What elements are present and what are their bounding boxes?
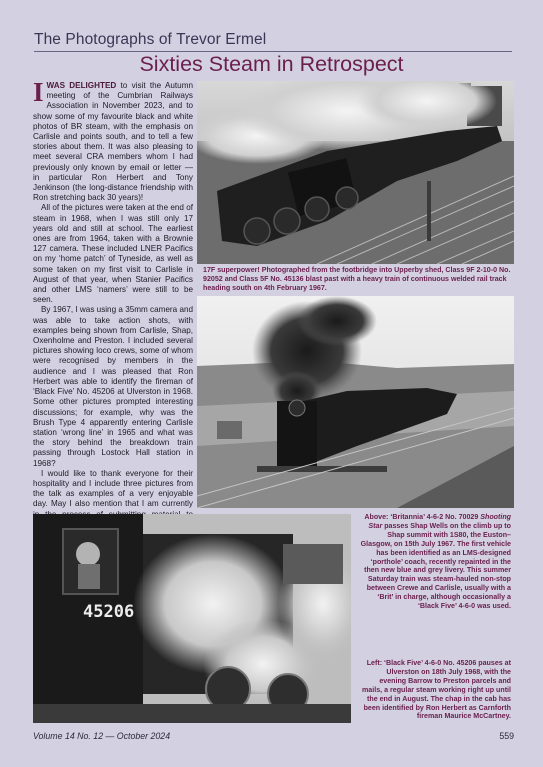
paragraph-3: By 1967, I was using a 35mm camera and was able to take action shots, with examples being shown from Carlisle, Shap, Oxenholme and Preston. I included several pictures showing loco crews, some of whom were recognised by members in the audience and I was pleased that Ron Herbert was able to identify the fireman of ‘Black Five’ No. 45206 at Ulverston in 1968. Some other pictures prompted interesting discussions; for example, why was the Brush Type 4 apparently entering Carlisle station ‘wrong line’ in 1965 and what was the story behind the breakdown train passing through Lostock Hall station in 1968?: [33, 305, 193, 468]
article-body: [33, 77, 193, 550]
paragraph-2: All of the pictures were taken at the end of steam in 1968, when I was still only 17 years old and still at school. The earliest ones are from 1964, taken with a Brownie 127 camera. These included LNER Pacifics on my ‘home patch’ of Tyneside, as well as some taken on my first visit to Carlisle in August of that year, when Stanier Pacifics and other LMS ‘namers’ were still to be seen.: [33, 203, 193, 305]
caption-middle-prefix: Above: ‘Britannia’ 4-6-2 No. 70029: [364, 513, 481, 521]
photo-upperby-image: [197, 81, 514, 264]
paragraph-text: to visit the Autumn meeting of the Cumbrian Railways Association in November 2023, and to show some of my favourite black and white photos of BR steam, with the emphasis on Carlisle and points south, and to tell a few stories about them. It was also pleasing to meet several CRA members whom I had previously only known by email or letter — in particular Ron Herbert and Tony Jenkinson (the long-distance friendship with Ron stretching back 30 years)!: [33, 81, 193, 203]
photo-upperby: [197, 81, 514, 264]
photo-shap-wells: [197, 296, 514, 508]
photo-shap-wells-image: [197, 296, 514, 508]
photo-ulverston: [33, 514, 351, 723]
paragraph-4: I would like to thank everyone for their hospitality and I include three pictures from the talk as examples of a very enjoyable day. May I also mention that I am currently: [33, 468, 193, 509]
caption-middle-locomotive-name: Shooting Star: [368, 513, 511, 530]
drop-cap: I: [33, 77, 44, 107]
loco-number: 45206: [83, 602, 135, 622]
series-title: The Photographs of Trevor Ermel: [34, 31, 267, 48]
caption-bottom: Left: ‘Black Five’ 4-6-0 No. 45206 pauses at Ulverston on 18th July 1968, with the evening Barrow to Preston parcels and mails, a regular steam working right up until the end in August. The chap in the cab has been identified by Ron Herbert as Carnforth fireman Maurice McCartney.: [362, 659, 511, 721]
article-title: Sixties Steam in Retrospect: [139, 52, 404, 76]
paragraph-1: [33, 77, 193, 203]
caption-middle: [358, 513, 511, 611]
caption-middle-text: passes Shap Wells on the climb up to Shap summit with 1S80, the Euston–Glasgow, on 15th July 1967. The first vehicle has been identified as an LMS-designed ‘porthole’ coach, recently repainted in the then new blue and grey livery. This summer Saturday train was steam-hauled non-stop between Crewe and Carlisle, usually with a ‘Brit’ in charge, although occasionally a ‘Black Five’ 4-6-0 was used.: [360, 521, 511, 611]
caption-top: 17F superpower! Photographed from the footbridge into Upperby shed, Class 9F 2-10-0 No. 92052 and Class 5F No. 45136 blast past with a heavy train of continuous welded rail track heading south on 4th February 1967.: [203, 266, 511, 292]
page-number: 559: [499, 731, 514, 741]
lead-in: WAS DELIGHTED: [46, 81, 117, 90]
photo-ulverston-image: [33, 514, 351, 723]
issue-info: Volume 14 No. 12 — October 2024: [33, 731, 171, 741]
